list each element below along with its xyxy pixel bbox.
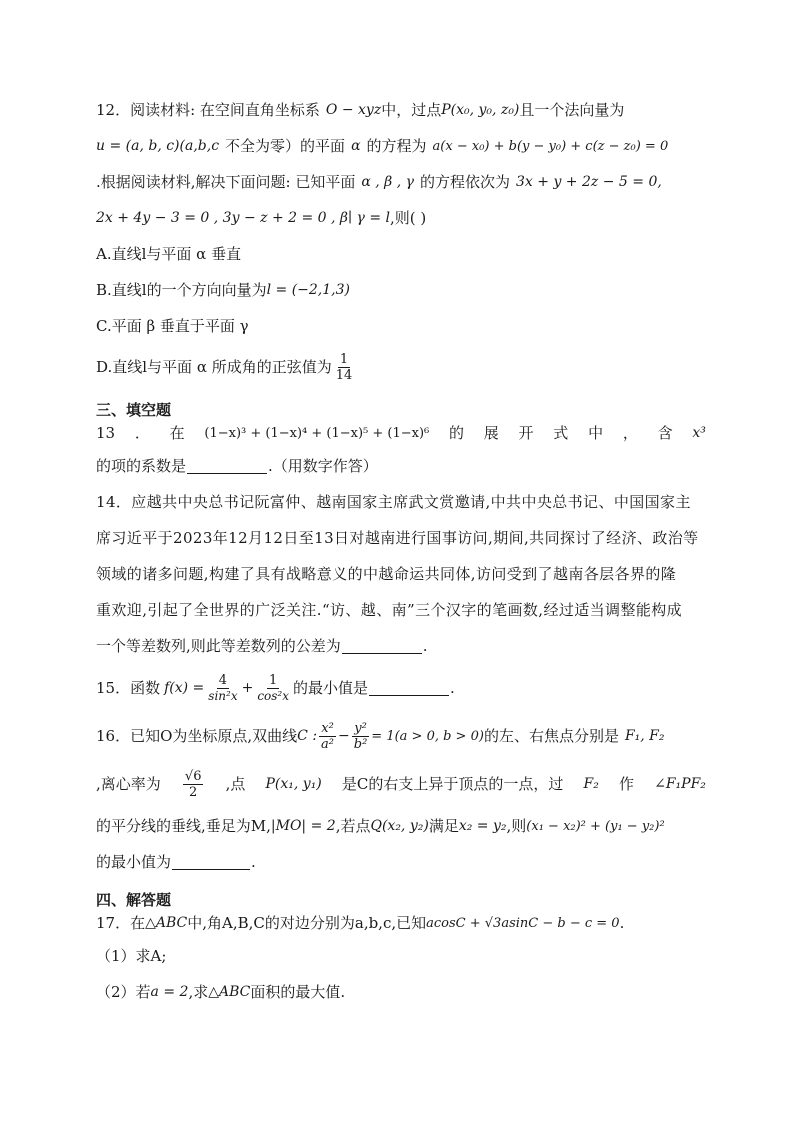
q12-option-b: [96, 272, 706, 308]
q12-math: 3x + y + 2z − 5 = 0,: [516, 174, 662, 190]
q13-text: 在: [169, 423, 185, 442]
q17-text: ,求: [188, 982, 209, 1001]
q13-text: ．: [134, 423, 150, 442]
q17-text: 17．在: [96, 913, 146, 932]
q16-text: 的最小值为: [96, 852, 172, 871]
q13-text: ，: [622, 423, 638, 442]
answer-blank[interactable]: [187, 459, 267, 474]
q13-text: 中: [588, 423, 604, 442]
q12-text: 12．阅读材料: 在空间直角坐标系: [96, 100, 320, 119]
q12-math: a(x − x₀) + b(y − y₀) + c(z − z₀) = 0: [432, 138, 669, 154]
q14-line-3: [96, 556, 706, 592]
q14-text: 领域的诸多问题,构建了具有战略意义的中越命运共同体,访问受到了越南各层各界的隆: [96, 564, 677, 583]
fraction: [334, 353, 355, 382]
q12-math: α: [351, 138, 361, 154]
q16-math: ∠F₁PF₂: [654, 776, 706, 792]
q15-text: 的最小值是: [293, 678, 369, 697]
q17-text: （1）求A;: [96, 946, 167, 965]
q16-text: 满足: [428, 816, 459, 835]
q17-math: △ABC: [208, 984, 251, 1000]
q12-text: 的方程依次为: [420, 172, 511, 191]
fraction-numerator: 1: [269, 673, 278, 688]
q16-text: ,离心率为: [96, 774, 161, 793]
q14-line-5: [96, 628, 706, 664]
fraction-denominator: 2: [189, 784, 198, 800]
q12-math: (a,b,c: [179, 138, 220, 154]
q14-text: 重欢迎,引起了全世界的广泛关注.“访、越、南”三个汉字的笔画数,经过适当调整能构成: [96, 600, 683, 619]
q17-math: △ABC: [145, 915, 188, 931]
q17-math: acosC + √3asinC − b − c = 0: [426, 915, 620, 931]
q16-text: 16．已知O为坐标原点,双曲线: [96, 726, 298, 745]
fraction-numerator: √6: [184, 768, 202, 784]
q16-text: ,则: [506, 816, 527, 835]
q17-part-2: [96, 974, 706, 1010]
q15-text: 15．函数: [96, 678, 161, 697]
q16-math: P(x₁, y₁): [265, 776, 322, 792]
q14-line-1: [96, 484, 706, 520]
q16-line-4: [96, 844, 706, 880]
document-page: [96, 92, 706, 1010]
fraction-denominator: cos²x: [257, 689, 290, 703]
q15-math: f(x) =: [164, 680, 205, 696]
q12-math: P(x₀, y₀, z₀): [441, 102, 520, 118]
answer-blank[interactable]: [369, 681, 449, 696]
option-text: C.平面 β 垂直于平面 γ: [96, 316, 249, 335]
q13-text: 的项的系数是: [96, 456, 187, 475]
q14-text: 席习近平于2023年12月12日至13日对越南进行国事访问,期间,共同探讨了经济、政治等: [96, 528, 699, 547]
q14-text: .: [422, 636, 428, 655]
q16-text: 的左、右焦点分别是: [483, 726, 619, 745]
q16-line-2: [96, 760, 706, 808]
q12-text: 的方程为: [366, 136, 427, 155]
q12-line-4: [96, 200, 706, 236]
q16-line-3: [96, 808, 706, 844]
q15-text: .: [450, 678, 455, 697]
fraction: [206, 674, 239, 702]
q17-line-1: [96, 908, 706, 938]
option-text: B.直线l的一个方向向量为: [96, 280, 267, 299]
q13-text: 式: [553, 423, 569, 442]
q16-line-1: [96, 712, 706, 760]
q12-math: α , β , γ: [361, 174, 414, 190]
section-heading-3: 三、填空题: [96, 401, 172, 419]
q12-option-c: [96, 308, 706, 344]
q16-math: Q(x₂, y₂): [370, 818, 429, 834]
option-text: D.直线l与平面 α 所成角的正弦值为: [96, 357, 332, 376]
q14-line-4: [96, 592, 706, 628]
q12-text: ,则( ): [390, 208, 427, 227]
q14-line-2: [96, 520, 706, 556]
q12-text: 且一个法向量为: [519, 100, 625, 119]
q13-text: .（用数字作答）: [268, 456, 378, 475]
q12-math: u = (a, b, c): [96, 138, 180, 154]
q14-text: 一个等差数列,则此等差数列的公差为: [96, 636, 341, 655]
q12-line-1: [96, 92, 706, 128]
q12-math: O − xyz: [325, 102, 382, 118]
q12-text: 中，过点: [381, 100, 442, 119]
option-text: A.直线l与平面 α 垂直: [96, 244, 242, 263]
q17-text: 中,角A,B,C的对边分别为a,b,c,已知: [187, 913, 427, 932]
q13-text: 展: [483, 423, 499, 442]
q13-text: 的: [449, 423, 465, 442]
q16-math: F₂: [583, 776, 599, 792]
fraction-numerator: y²: [354, 720, 367, 736]
fraction: [319, 722, 336, 751]
q13-number: 13: [96, 423, 116, 442]
q17-text: （2）若: [96, 982, 151, 1001]
q12-line-3: [96, 164, 706, 200]
fraction-numerator: 4: [218, 673, 228, 688]
q16-math: x₂ = y₂: [458, 818, 507, 834]
q17-math: a = 2: [150, 984, 189, 1000]
q12-option-a: [96, 236, 706, 272]
fraction: [255, 674, 291, 702]
q16-math: (x₁ − x₂)² + (y₁ − y₂)²: [526, 818, 665, 834]
q12-text: .根据阅读材料,解决下面问题: 已知平面: [96, 172, 356, 191]
q17-part-1: [96, 938, 706, 974]
q17-text: 面积的最大值.: [250, 982, 346, 1001]
fraction-denominator: sin²x: [208, 689, 238, 703]
q16-math: C :: [297, 728, 318, 744]
fraction-numerator: 1: [339, 351, 349, 367]
fraction-denominator: 14: [335, 367, 353, 383]
section-heading-4: 四、解答题: [96, 891, 172, 909]
q12-line-2: [96, 128, 706, 164]
q16-math: F₁, F₂: [624, 728, 665, 744]
q12-text: 不全为零）的平面: [225, 136, 346, 155]
q13-line-2: [96, 448, 706, 484]
answer-blank[interactable]: [172, 855, 250, 870]
q15-math: +: [241, 680, 254, 696]
q16-text: 是C的右支上异于顶点的一点，过: [341, 774, 564, 793]
q13-line-1: [96, 418, 706, 448]
q16-math: |MO| = 2: [270, 818, 336, 834]
option-math: l = (−2,1,3): [266, 282, 350, 298]
fraction: [352, 722, 370, 751]
q13-text: 开: [518, 423, 534, 442]
fraction-denominator: a²: [321, 736, 335, 752]
q16-text: ,若点: [335, 816, 371, 835]
fraction-denominator: b²: [353, 736, 368, 752]
q16-text: .: [251, 852, 256, 871]
q14-text: 14．应越共中央总书记阮富仲、越南国家主席武文赏邀请,中共中央总书记、中国国家主: [96, 492, 691, 511]
answer-blank[interactable]: [342, 639, 422, 654]
q13-math: (1−x)³ + (1−x)⁴ + (1−x)⁵ + (1−x)⁶: [204, 425, 430, 441]
q16-text: 的平分线的垂线,垂足为M,: [96, 816, 271, 835]
q15-line: [96, 664, 706, 712]
fraction: [183, 770, 204, 799]
q16-math: −: [338, 728, 350, 744]
fraction-numerator: x²: [321, 720, 334, 736]
q12-option-d: [96, 344, 706, 390]
q13-text: 含: [657, 423, 673, 442]
q12-math: 2x + 4y − 3 = 0 , 3y − z + 2 = 0 , β∣ γ = l: [96, 210, 391, 226]
q17-text: .: [619, 913, 625, 932]
q16-text: ,点: [225, 774, 246, 793]
q13-math: x³: [692, 425, 706, 441]
q16-text: 作: [618, 774, 634, 793]
q16-math: = 1(a > 0, b > 0): [371, 728, 484, 744]
